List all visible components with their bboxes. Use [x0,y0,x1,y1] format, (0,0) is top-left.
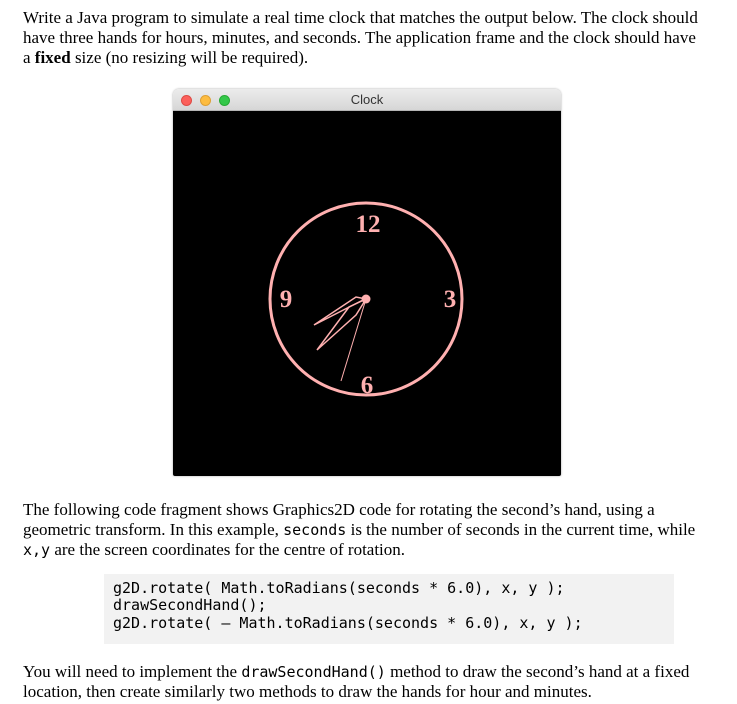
seconds-code: seconds [283,521,347,539]
center-pin [362,295,371,304]
explanation-paragraph [23,500,715,560]
intro-text: a [23,48,35,67]
second-hand [341,299,366,381]
code-line-3: g2D.rotate( – Math.toRadians(seconds * 6.0), x, y ); [113,614,583,632]
numeral-3: 3 [443,286,457,313]
closing-line-2: location, then create similarly two methods to draw the hands for hour and minutes. [23,682,592,701]
closing-text: method to draw the second’s hand at a fixed [385,662,690,681]
explanation-line-3 [23,540,715,560]
window-title: Clock [350,92,384,107]
intro-line-2: have three hands for hours, minutes, and seconds. The application frame and the clock should have [23,28,696,47]
intro-line-1: Write a Java program to simulate a real time clock that matches the output below. The clock should [23,8,698,27]
explanation-text: geometric transform. In this example, [23,520,284,539]
fixed-emphasis: fixed [34,48,71,67]
xy-code: x,y [23,541,51,559]
code-block [104,574,674,644]
explanation-text: are the screen coordinates for the centre of rotation. [50,540,406,559]
clock-canvas [173,111,561,476]
numeral-6: 6 [360,372,374,399]
closing-paragraph [23,662,715,702]
code-line-2: drawSecondHand(); [113,596,267,614]
numeral-12: 12 [355,211,381,238]
code-line-1: g2D.rotate( Math.toRadians(seconds * 6.0), x, y ); [113,579,565,597]
closing-text: You will need to implement the [23,662,242,681]
window-titlebar[interactable] [173,89,561,111]
intro-text: size (no resizing will be required). [70,48,309,67]
explanation-text: is the number of seconds in the current time, while [346,520,696,539]
intro-paragraph [23,8,715,68]
intro-line-3 [23,48,715,68]
explanation-line-1: The following code fragment shows Graphics2D code for rotating the second’s hand, using a [23,500,655,519]
explanation-line-2 [23,520,715,540]
closing-line-1 [23,662,715,682]
numeral-9: 9 [279,286,293,313]
method-code: drawSecondHand() [241,663,386,681]
clock-window [173,89,561,476]
clock-face [173,111,561,476]
